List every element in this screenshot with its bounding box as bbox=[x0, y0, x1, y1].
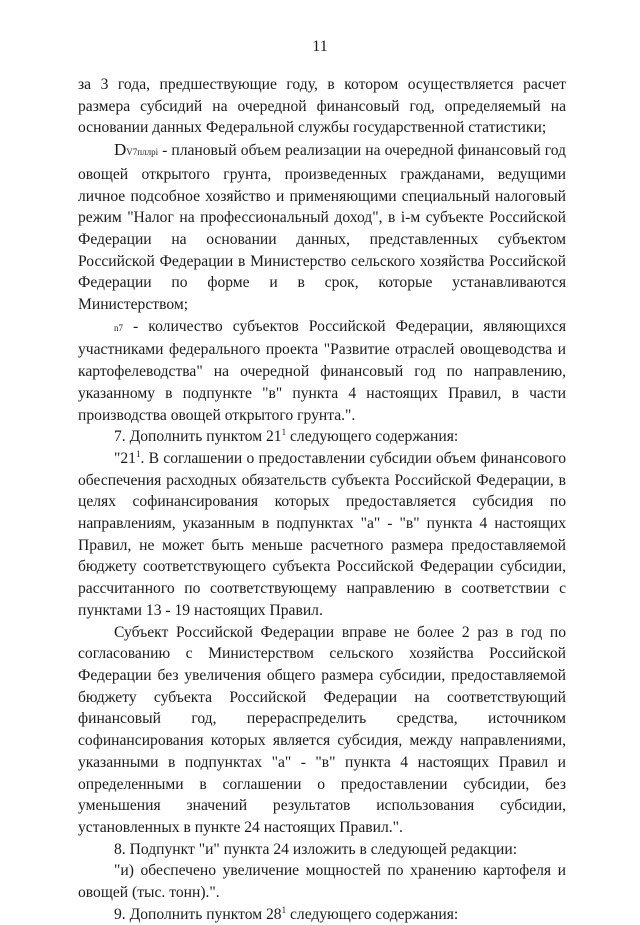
paragraph-4 bbox=[78, 426, 566, 448]
paragraph-3 bbox=[78, 316, 566, 427]
paragraph-4-text-end: следующего содержания: bbox=[286, 428, 459, 446]
paragraph-6: Субъект Российской Федерации вправе не более 2 раз в год по согласованию с Министерством сельского хозяйства Российской Федерации без увеличения общего размера субсидии, предоставляемой бюджету субъекта Российской Федерации на соответствующий финансовый год, перераспределить средства, источником софинансирования которых является субсидия, между направлениями, указанными в подпунктах "а" - "в" пункта 4 настоящих Правил и определенными в соглашении о предоставлении субсидии, без уменьшения значений результатов использования субсидии, установленных в пункте 24 настоящих Правил.". bbox=[78, 623, 566, 836]
paragraph-5 bbox=[78, 448, 566, 622]
paragraph-1: за 3 года, предшествующие году, в котором осуществляется расчет размера субсидий на очередной финансовый год, определяемый на основании данных Федеральной службы государственной статистики; bbox=[78, 76, 566, 137]
paragraph-9-text-end: следующего содержания: bbox=[286, 905, 459, 923]
formula-symbol-n: n7 bbox=[114, 322, 123, 333]
paragraph-4-text: 7. Дополнить пунктом 21 bbox=[114, 428, 282, 446]
superscript: 1 bbox=[135, 448, 141, 459]
paragraph-9-text: 9. Дополнить пунктом 28 bbox=[114, 905, 282, 923]
superscript: 1 bbox=[281, 904, 287, 915]
paragraph-2-text: - плановый объем реализации на очередной финансовый год овощей открытого грунта, произведенных гражданами, ведущими личное подсобное хозяйство и применяющими специальный налоговый режим "Налог на профессиональный доход", в i-м субъекте Российской Федерации на основании данных, представленных субъектом Российской Федерации в Министерство сельского хозяйства Российской Федерации по форме и в срок, которые устанавливаются Министерством; bbox=[78, 142, 566, 314]
paragraph-9 bbox=[78, 904, 566, 925]
paragraph-8: "и) обеспечено увеличение мощностей по хранению картофеля и овощей (тыс. тонн).". bbox=[78, 862, 566, 902]
paragraph-5-text-end: . В соглашении о предоставлении субсидии объем финансового обеспечения расходных обязательств субъекта Российской Федерации, в целях софинансирования которых предоставляется субсидия по направлениям, указанным в подпунктах "а" - "в" пункта 4 настоящих Правил, не может быть меньше расчетного размера предоставляемой бюджету соответствующего субъекта Российской Федерации субсидии, рассчитанного по соответствующему направлению в соответствии с пунктами 13 - 19 настоящих Правил. bbox=[78, 449, 566, 619]
formula-symbol-d-subscript: V7пллрi bbox=[126, 147, 159, 158]
paragraph-2 bbox=[78, 139, 566, 316]
superscript: 1 bbox=[281, 427, 287, 438]
paragraph-7: 8. Подпункт "и" пункта 24 изложить в следующей редакции: bbox=[114, 840, 518, 858]
paragraph-5-text: "21 bbox=[114, 449, 136, 467]
paragraph-3-text: - количество субъектов Российской Федерации, являющихся участниками федерального проекта "Развитие отраслей овощеводства и картофелеводства" на очередной финансовый год по направлению, указанному в подпункте "в" пункта 4 настоящих Правил, в части производства овощей открытого грунта.". bbox=[78, 317, 566, 424]
document-body bbox=[78, 74, 566, 925]
page-number: 11 bbox=[312, 38, 328, 55]
formula-symbol-d: D bbox=[114, 140, 127, 160]
